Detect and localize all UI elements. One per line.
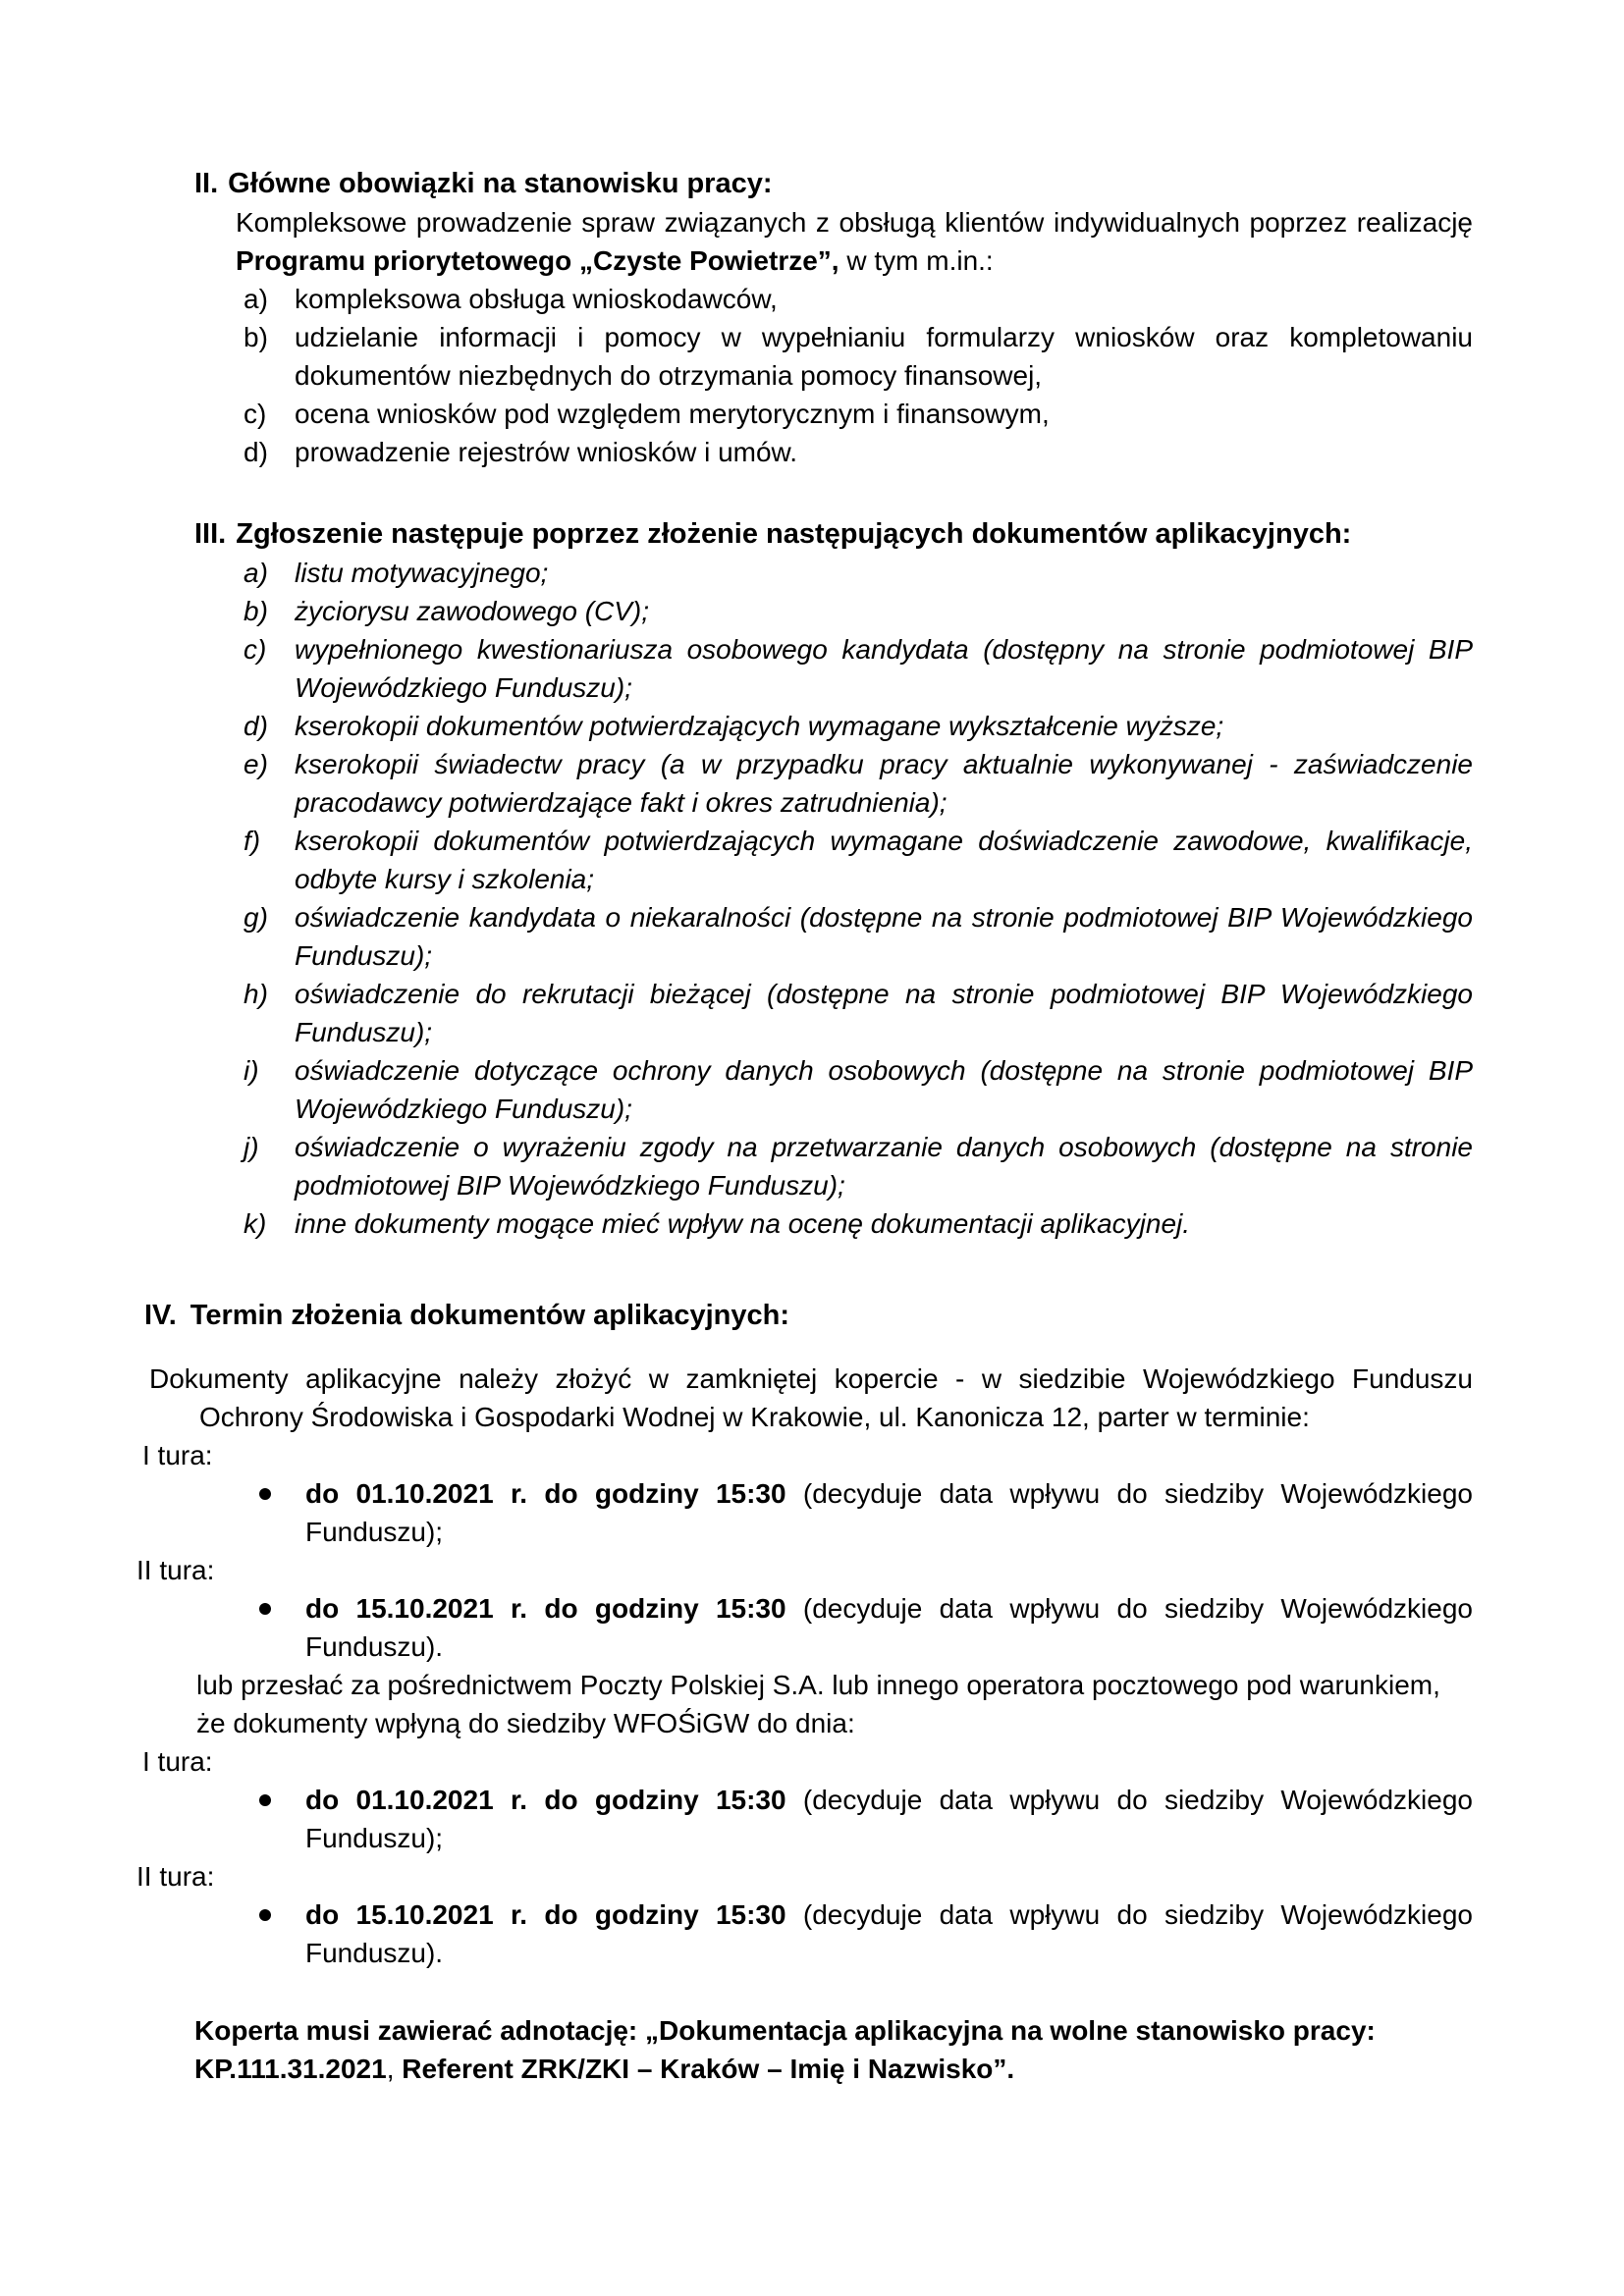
- deadline-note: (decyduje data wpływu do siedziby Wojewódzkiego Funduszu).: [305, 1593, 1473, 1662]
- section-ii-title: Główne obowiązki na stanowisku pracy:: [228, 168, 773, 199]
- item-marker: b): [244, 596, 268, 626]
- item-text: życiorysu zawodowego (CV);: [295, 596, 650, 626]
- deadline-bullet: [259, 1896, 1473, 1972]
- deadline-date-bold: do 15.10.2021 r. do godziny 15:30: [305, 1593, 786, 1624]
- deadline-text: [305, 1589, 1473, 1666]
- deadline-date-bold: do 15.10.2021 r. do godziny 15:30: [305, 1899, 786, 1930]
- bullet-icon: [259, 1603, 271, 1615]
- list-item: [244, 1204, 1473, 1243]
- bullet-marker: [259, 1589, 305, 1666]
- envelope-note-paragraph: [194, 2011, 1473, 2088]
- list-item: [244, 280, 1473, 318]
- section-iv-number: IV.: [144, 1300, 177, 1331]
- program-name-bold: Programu priorytetowego „Czyste Powietrze”,: [236, 245, 839, 276]
- item-text: inne dokumenty mogące mieć wpływ na ocenę dokumentacji aplikacyjnej.: [295, 1208, 1191, 1239]
- postal-note-paragraph: lub przesłać za pośrednictwem Poczty Polskiej S.A. lub innego operatora pocztowego pod warunkiem, że dokumenty wpłyną do siedziby WFOŚiGW do dnia:: [196, 1670, 1440, 1738]
- list-item: [244, 433, 1473, 471]
- envelope-note-separator: ,: [386, 2054, 403, 2084]
- deadline-date-bold: do 01.10.2021 r. do godziny 15:30: [305, 1785, 786, 1815]
- deadline-note: (decyduje data wpływu do siedziby Wojewódzkiego Funduszu).: [305, 1899, 1473, 1968]
- list-item: [244, 318, 1473, 395]
- item-text: kompleksowa obsługa wnioskodawców,: [295, 284, 778, 314]
- bullet-icon: [259, 1794, 271, 1806]
- section-iii-number: III.: [194, 518, 227, 550]
- item-text: kserokopii dokumentów potwierdzających wymagane doświadczenie zawodowe, kwalifikacje, odbyte kursy i szkolenia;: [295, 826, 1473, 894]
- deadline-list: [259, 1589, 1473, 1666]
- section-ii-intro-paragraph: [236, 203, 1473, 280]
- list-item: [244, 822, 1473, 898]
- duties-list: [244, 280, 1473, 471]
- bullet-marker: [259, 1781, 305, 1857]
- item-marker: c): [244, 399, 267, 429]
- list-item: [244, 1051, 1473, 1128]
- application-documents-list: [244, 554, 1473, 1243]
- list-item: [244, 707, 1473, 745]
- section-iv: [0, 1297, 1624, 2088]
- list-item: [244, 745, 1473, 822]
- item-marker: c): [244, 634, 267, 665]
- list-item: [244, 592, 1473, 630]
- envelope-note-bold-1: Koperta musi zawierać adnotację: „Dokumentacja aplikacyjna na wolne stanowisko pracy: KP.111.31.2021: [194, 2015, 1376, 2084]
- deadline-list: [259, 1781, 1473, 1857]
- item-marker: i): [244, 1055, 259, 1086]
- round-2-label: II tura:: [136, 1555, 215, 1585]
- item-marker: b): [244, 322, 268, 352]
- deadline-bullet: [259, 1781, 1473, 1857]
- list-item: [244, 975, 1473, 1051]
- item-marker: g): [244, 902, 268, 933]
- item-marker: j): [244, 1132, 259, 1162]
- list-item: [244, 630, 1473, 707]
- item-text: wypełnionego kwestionariusza osobowego kandydata (dostępny na stronie podmiotowej BIP Wojewódzkiego Funduszu);: [295, 634, 1473, 703]
- item-text: kserokopii świadectw pracy (a w przypadku pracy aktualnie wykonywanej - zaświadczenie pracodawcy potwierdzające fakt i okres zatrudnienia);: [295, 749, 1473, 818]
- list-item: [244, 1128, 1473, 1204]
- item-marker: h): [244, 979, 268, 1009]
- section-iv-heading: [144, 1297, 1473, 1335]
- bullet-icon: [259, 1488, 271, 1500]
- section-ii-number: II.: [194, 168, 219, 199]
- item-text: prowadzenie rejestrów wniosków i umów.: [295, 437, 797, 467]
- deadline-intro-paragraph: Dokumenty aplikacyjne należy złożyć w zamkniętej kopercie - w siedzibie Wojewódzkiego Funduszu Ochrony Środowiska i Gospodarki Wodnej w Krakowie, ul. Kanonicza 12, parter w terminie:: [149, 1363, 1473, 1432]
- item-text: kserokopii dokumentów potwierdzających wymagane wykształcenie wyższe;: [295, 711, 1224, 741]
- bullet-marker: [259, 1474, 305, 1551]
- intro-text-post: w tym m.in.:: [839, 245, 994, 276]
- list-item: [244, 395, 1473, 433]
- round-2-label-postal: II tura:: [136, 1861, 215, 1892]
- item-marker: d): [244, 711, 268, 741]
- item-marker: a): [244, 558, 268, 588]
- item-text: listu motywacyjnego;: [295, 558, 549, 588]
- item-text: oświadczenie dotyczące ochrony danych osobowych (dostępne na stronie podmiotowej BIP Wojewódzkiego Funduszu);: [295, 1055, 1473, 1124]
- item-marker: e): [244, 749, 268, 779]
- deadline-list: [259, 1474, 1473, 1551]
- item-text: oświadczenie o wyrażeniu zgody na przetwarzanie danych osobowych (dostępne na stronie podmiotowej BIP Wojewódzkiego Funduszu);: [295, 1132, 1473, 1201]
- item-text: udzielanie informacji i pomocy w wypełnianiu formularzy wniosków oraz kompletowaniu dokumentów niezbędnych do otrzymania pomocy finansowej,: [295, 322, 1473, 391]
- deadline-text: [305, 1781, 1473, 1857]
- deadline-bullet: [259, 1474, 1473, 1551]
- envelope-note-bold-2: Referent ZRK/ZKI – Kraków – Imię i Nazwisko”.: [402, 2054, 1015, 2084]
- item-marker: d): [244, 437, 268, 467]
- list-item: [244, 554, 1473, 592]
- deadline-text: [305, 1896, 1473, 1972]
- item-marker: k): [244, 1208, 267, 1239]
- item-marker: f): [244, 826, 261, 856]
- deadline-note: (decyduje data wpływu do siedziby Wojewódzkiego Funduszu);: [305, 1785, 1473, 1853]
- item-text: oświadczenie kandydata o niekaralności (dostępne na stronie podmiotowej BIP Wojewódzkiego Funduszu);: [295, 902, 1473, 971]
- item-text: ocena wniosków pod względem merytorycznym i finansowym,: [295, 399, 1050, 429]
- section-iii-title: Zgłoszenie następuje poprzez złożenie następujących dokumentów aplikacyjnych:: [236, 518, 1352, 550]
- item-marker: a): [244, 284, 268, 314]
- deadline-text: [305, 1474, 1473, 1551]
- intro-text-pre: Kompleksowe prowadzenie spraw związanych z obsługą klientów indywidualnych poprzez realizację: [236, 207, 1473, 238]
- bullet-icon: [259, 1909, 271, 1921]
- deadline-date-bold: do 01.10.2021 r. do godziny 15:30: [305, 1478, 786, 1509]
- deadline-note: (decyduje data wpływu do siedziby Wojewódzkiego Funduszu);: [305, 1478, 1473, 1547]
- bullet-marker: [259, 1896, 305, 1972]
- list-item: [244, 898, 1473, 975]
- section-iii: [0, 515, 1624, 1243]
- round-1-label-postal: I tura:: [142, 1746, 213, 1777]
- item-text: oświadczenie do rekrutacji bieżącej (dostępne na stronie podmiotowej BIP Wojewódzkiego Funduszu);: [295, 979, 1473, 1047]
- round-1-label: I tura:: [142, 1440, 213, 1470]
- deadline-list: [259, 1896, 1473, 1972]
- section-ii-heading: [194, 165, 1473, 203]
- section-ii: [0, 165, 1624, 471]
- section-iii-heading: [194, 515, 1473, 554]
- deadline-bullet: [259, 1589, 1473, 1666]
- section-iv-title: Termin złożenia dokumentów aplikacyjnych:: [189, 1300, 790, 1331]
